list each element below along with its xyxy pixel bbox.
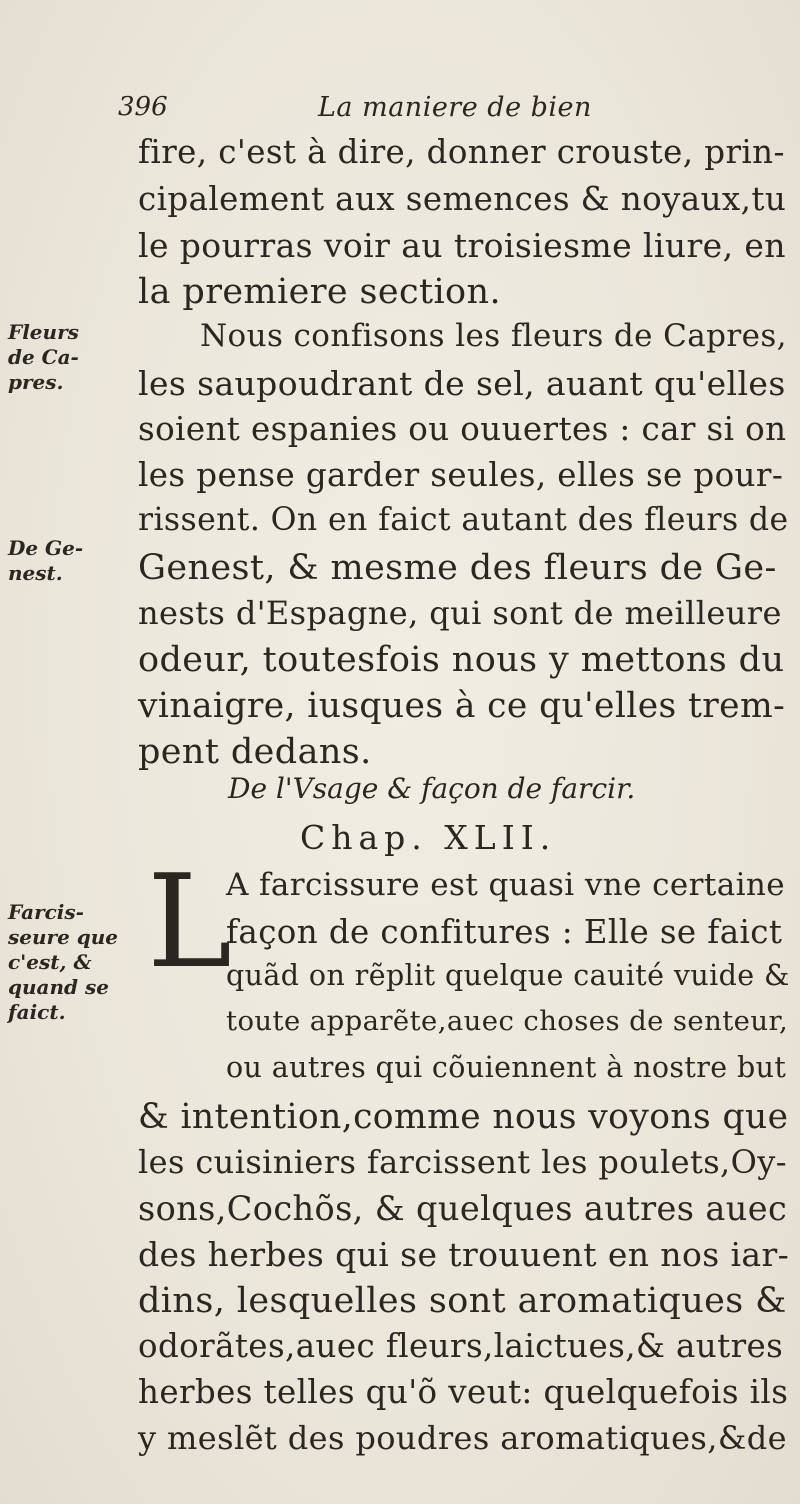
page-number: 396: [118, 92, 168, 122]
text-line: & intention,comme nous voyons que: [138, 1097, 789, 1137]
text-line: le pourras voir au troisiesme liure, en: [138, 226, 786, 265]
text-line: y meslẽt des poudres aromatiques,&de: [138, 1419, 787, 1457]
chapter-subtitle: De l'Vsage & façon de farcir.: [228, 772, 636, 805]
text-line: les pense garder seules, elles se pour-: [138, 456, 784, 494]
text-line: la premiere section.: [138, 272, 501, 312]
text-line: odeur, toutesfois nous y mettons du: [138, 640, 785, 680]
text-line: nests d'Espagne, qui sont de meilleure: [138, 594, 782, 632]
margin-note-fleurs-de-capres: Fleurs de Ca- pres.: [8, 320, 79, 394]
text-line: A farcissure est quasi vne certaine: [226, 867, 785, 903]
text-line: pent dedans.: [138, 732, 372, 772]
running-head: La maniere de bien: [318, 92, 592, 123]
drop-cap: L: [147, 848, 232, 997]
text-line: soient espanies ou ouuertes : car si on: [138, 410, 787, 448]
margin-note-de-genest: De Ge- nest.: [8, 536, 84, 585]
text-line: rissent. On en faict autant des fleurs de: [138, 502, 789, 538]
text-line: odorãtes,auec fleurs,laictues,& autres: [138, 1327, 784, 1365]
text-line: fire, c'est à dire, donner crouste, prin-: [138, 133, 785, 171]
text-line: cipalement aux semences & noyaux,tu: [138, 180, 787, 218]
margin-note-farcisseure: Farcis- seure que c'est, & quand se faict.: [8, 900, 118, 1024]
text-line: quãd on rẽplit quelque cauité vuide &: [226, 959, 790, 992]
text-line: des herbes qui se trouuent en nos iar-: [138, 1235, 790, 1274]
text-line: dins, lesquelles sont aromatiques &: [138, 1281, 787, 1321]
text-line: façon de confitures : Elle se faict: [226, 913, 783, 951]
text-line: sons,Cochõs, & quelques autres auec: [138, 1189, 788, 1228]
page-header: [118, 92, 678, 132]
text-line: Genest, & mesme des fleurs de Ge-: [138, 548, 777, 588]
text-line: herbes telles qu'õ veut: quelquefois ils: [138, 1373, 789, 1411]
chapter-heading: Chap. XLII.: [300, 818, 557, 857]
text-line: vinaigre, iusques à ce qu'elles trem-: [138, 686, 786, 726]
text-line: les saupoudrant de sel, auant qu'elles: [138, 364, 786, 403]
text-line: Nous confisons les fleurs de Capres,: [200, 318, 787, 354]
text-line: les cuisiniers farcissent les poulets,Oy-: [138, 1143, 787, 1181]
text-line: ou autres qui cõuiennent à nostre but: [226, 1051, 787, 1084]
text-line: toute apparẽte,auec choses de senteur,: [226, 1005, 789, 1037]
